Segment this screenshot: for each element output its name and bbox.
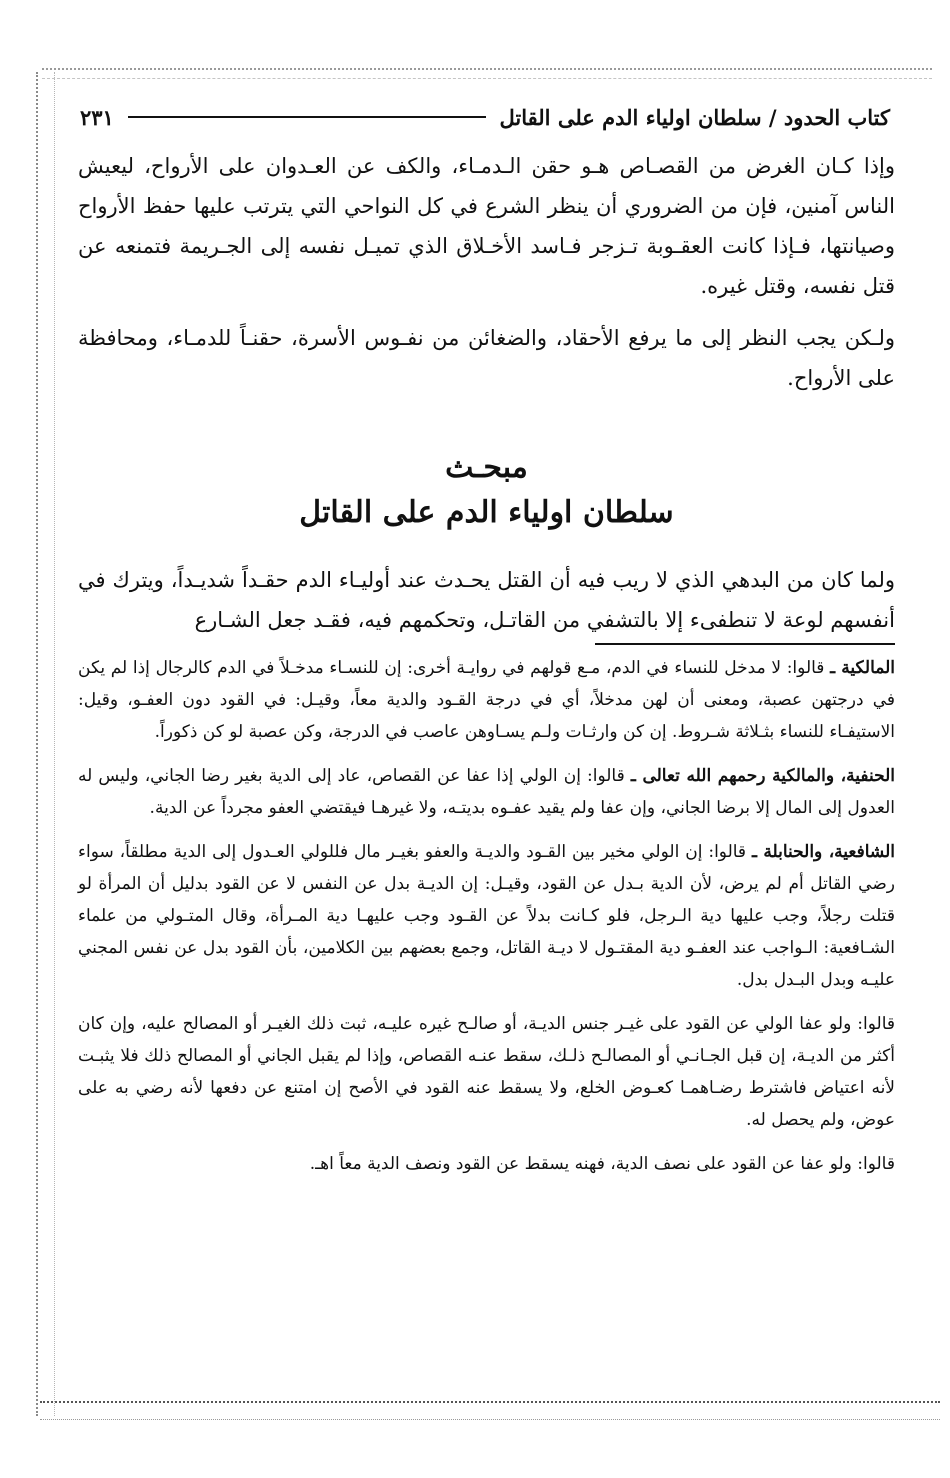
- footnote-4-text: قالوا: ولو عفا الولي عن القود على غيـر جنس الديـة، أو صالـح غيره عليـه، ثبت ذلك الغيـر أو المصالح عليه، وإن كان أكثر من الديـة، إن قبل الجـانـي أو المصالـح ذلـك، سقط عنـه القصاص، وإذا لم يقبل الجاني أو المصالح ذلك فلا يثبـت لأنه اعتياض فاشترط رضـاهمـا كعـوض الخلع، ولا يسقط عنه القود في الأصح إن امتنع عن دفعها لأنه رضي به على عوض، ولم يحصل له.: [78, 1014, 895, 1130]
- running-header: [80, 100, 890, 134]
- footnote-4: [78, 1008, 895, 1136]
- footnote-3-lead: الشافعية، والحنابلة ـ: [751, 842, 896, 862]
- footnote-5-text: قالوا: ولو عفا عن القود على نصف الدية، فهنه يسقط عن القود ونصف الدية معاً اهـ.: [309, 1154, 895, 1174]
- intro-paragraph-2: ولـكن يجب النظر إلى ما يرفع الأحقاد، والضغائن من نفـوس الأسرة، حقنـاً للدمـاء، ومحافظة على الأرواح.: [78, 326, 895, 390]
- section-body: [78, 560, 895, 640]
- footnote-3: [78, 836, 895, 996]
- intro-text: [78, 146, 895, 398]
- footnote-1: [78, 652, 895, 748]
- footnote-1-lead: المالكية ـ: [830, 658, 895, 678]
- header-rule: [128, 116, 486, 118]
- footnote-1-text: قالوا: لا مدخل للنساء في الدم، مـع قولهم في روايـة أخرى: إن للنسـاء مدخـلاً في الدم كالرجال إذا لم يكن في درجتهن عصبة، ومعنى أن لهن مدخلاً، أي في درجة القـود والدية معاً، وقيـل: في القود دون العفـو، وقيل: الاستيفـاء للنساء بثـلاثة شـروط. إن كن وارثـات ولـم يسـاوهن عاصب في الدرجة، وكن عصبة لو كن ذكوراً.: [78, 658, 895, 742]
- page-border-left: [36, 72, 55, 1416]
- section-title: سلطان اولياء الدم على القاتل: [299, 495, 674, 530]
- footnote-5: [78, 1148, 895, 1180]
- section-label: مبحـث: [445, 450, 528, 485]
- footnotes: [78, 652, 895, 1180]
- running-header-title: كتاب الحدود / سلطان اولياء الدم على القاتل: [499, 104, 890, 130]
- footnote-2-text: قالوا: إن الولي إذا عفا عن القصاص، عاد إلى الدية بغير رضا الجاني، وليس له العدول إلى المال إلا برضا الجاني، وإن عفا ولم يقيد عفـوه بديتـه، ولا غيرهـا فيقتضي العفو مجرداً عن الدية.: [78, 766, 895, 818]
- page-border-top: [42, 68, 932, 79]
- intro-paragraph-1: وإذا كـان الغرض من القصـاص هـو حقن الـدمـاء، والكف عن العـدوان على الأرواح، ليعيش الناس آمنين، فإن من الضروري أن ينظر الشرع في كل النواحي التي يترتب عليها حفظ الأرواح وصيانتها، فـإذا كانت العقـوبة تـزجر فـاسد الأخـلاق الذي تميـل نفسه إلى الجـريمة فتمنعه عن قتل نفسه، وقتل غيره.: [78, 154, 895, 298]
- footnote-2-lead: الحنفية، والمالكية رحمهم الله تعالى ـ: [630, 766, 895, 786]
- page-number: ٢٣١: [80, 104, 114, 130]
- footnote-divider: [595, 643, 895, 645]
- footnote-2: [78, 760, 895, 824]
- page-border-bottom: [40, 1401, 940, 1420]
- footnote-3-text: قالوا: إن الولي مخير بين القـود والديـة والعفو بغيـر مال فللولي العـدول إلى الدية مطلقاً، سواء رضي القاتل أم لم يرض، لأن الدية بـدل عن القود، وقيـل: إن الديـة بدل عن النفس لا عن القود بدليل أن المرأة لو قتلت رجلاً، وجب عليها دية الـرجل، فلو كـانت بدلاً عن القـود وجب عليهـا دية المـرأة، وقال المتـولي من علماء الشـافعية: الـواجب عند العفـو دية المقتـول لا ديـة القاتل، وجمع بعضهم بين الكلامين، بأن القود بدل عن نفس المجني عليـه وبدل البـدل بدل.: [78, 842, 895, 990]
- section-paragraph: ولما كان من البدهي الذي لا ريب فيه أن القتل يحـدث عند أوليـاء الدم حقـداً شديـداً، ويترك في أنفسهم لوعة لا تنطفىء إلا بالتشفي من القاتـل، وتحكمهم فيه، فقـد جعل الشـارع: [78, 568, 895, 632]
